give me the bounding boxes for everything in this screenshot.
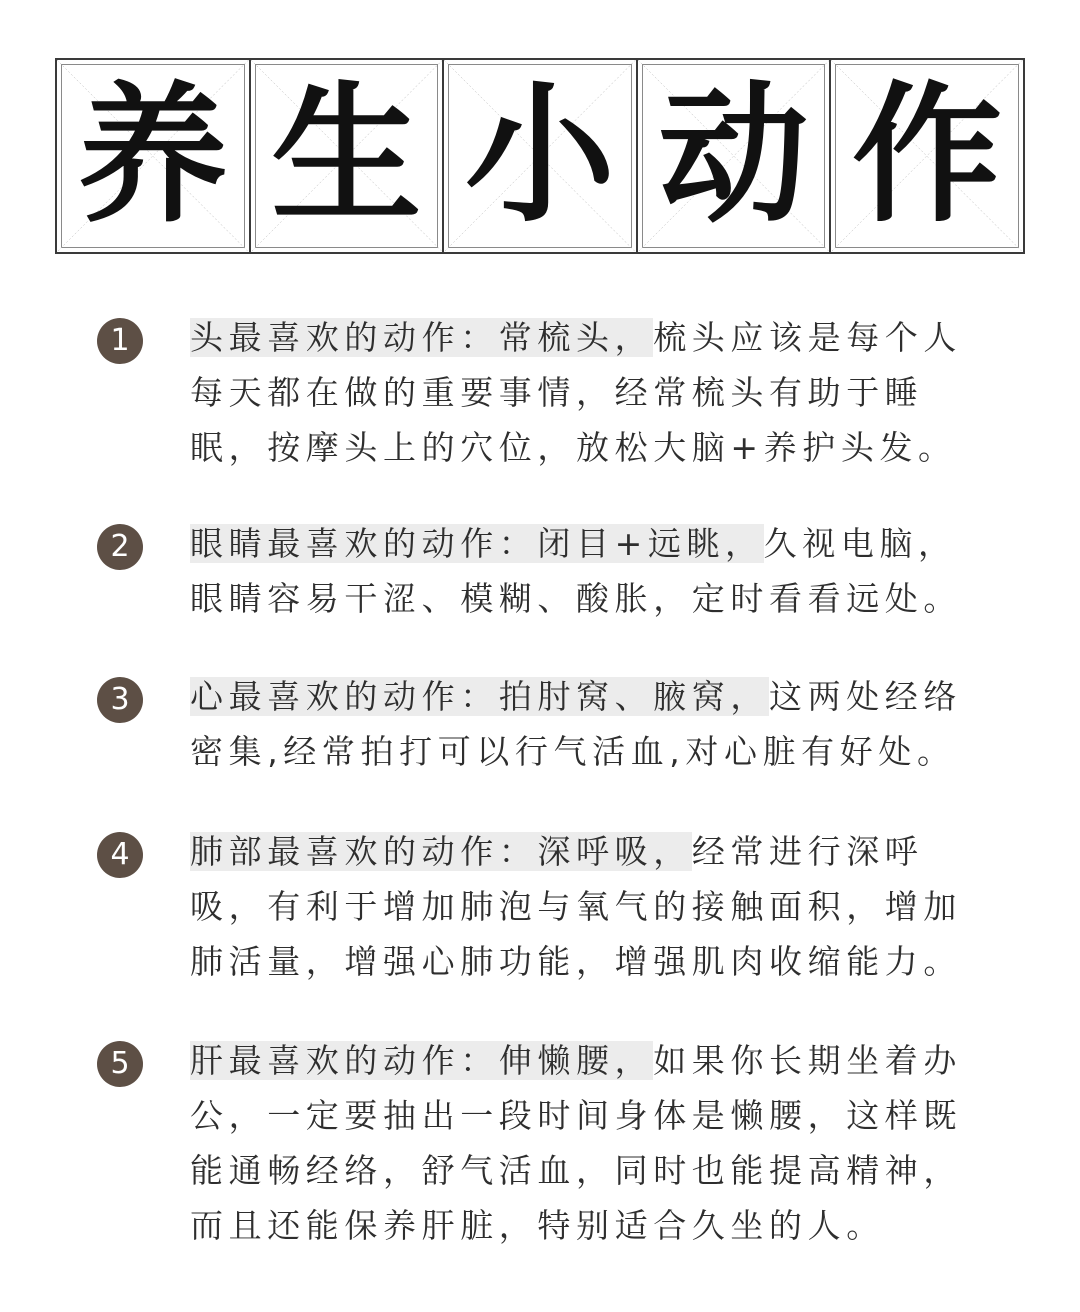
- item-body: 如果你长期坐着办公，一定要抽出一段时间身体是懒腰，这样既能通畅经络，舒气活血，同时也能提高精神，而且还能保养肝脏，特别适合久坐的人。: [190, 1041, 963, 1245]
- title-grid: [55, 58, 1025, 254]
- item-body: 久视电脑，眼睛容易干涩、模糊、酸胀，定时看看远处。: [190, 524, 962, 618]
- item-text: [190, 516, 980, 626]
- title-cell: [251, 60, 445, 252]
- number-badge: 3: [97, 677, 143, 723]
- title-cell: [831, 60, 1023, 252]
- title-char: 动: [658, 69, 809, 243]
- number-badge: 4: [97, 832, 143, 878]
- item-body: 梳头应该是每个人每天都在做的重要事情，经常梳头有助于睡眠，按摩头上的穴位，放松大脑+养护头发。: [190, 318, 963, 467]
- title-char: 养: [77, 69, 228, 243]
- item-highlight: 头最喜欢的动作：常梳头，: [190, 318, 654, 357]
- number-badge: 2: [97, 524, 143, 570]
- item-highlight: 肺部最喜欢的动作：深呼吸，: [190, 832, 692, 871]
- item-highlight: 眼睛最喜欢的动作：闭目+远眺，: [190, 524, 764, 563]
- item-body: 这两处经络密集,经常拍打可以行气活血,对心脏有好处。: [190, 677, 962, 771]
- item-text: [190, 669, 980, 779]
- title-cell: [638, 60, 832, 252]
- number-badge: 1: [97, 318, 143, 364]
- title-char: 小: [464, 69, 615, 243]
- item-highlight: 肝最喜欢的动作：伸懒腰，: [190, 1041, 654, 1080]
- item-body: 经常进行深呼吸，有利于增加肺泡与氧气的接触面积，增加肺活量，增强心肺功能，增强肌肉收缩能力。: [190, 832, 962, 981]
- item-text: [190, 1033, 980, 1253]
- title-cell: [444, 60, 638, 252]
- item-text: [190, 824, 980, 989]
- title-cell: [57, 60, 251, 252]
- number-badge: 5: [97, 1041, 143, 1087]
- title-char: 生: [271, 69, 422, 243]
- title-char: 作: [852, 69, 1003, 243]
- item-highlight: 心最喜欢的动作：拍肘窝、腋窝，: [190, 677, 769, 716]
- item-text: [190, 310, 980, 475]
